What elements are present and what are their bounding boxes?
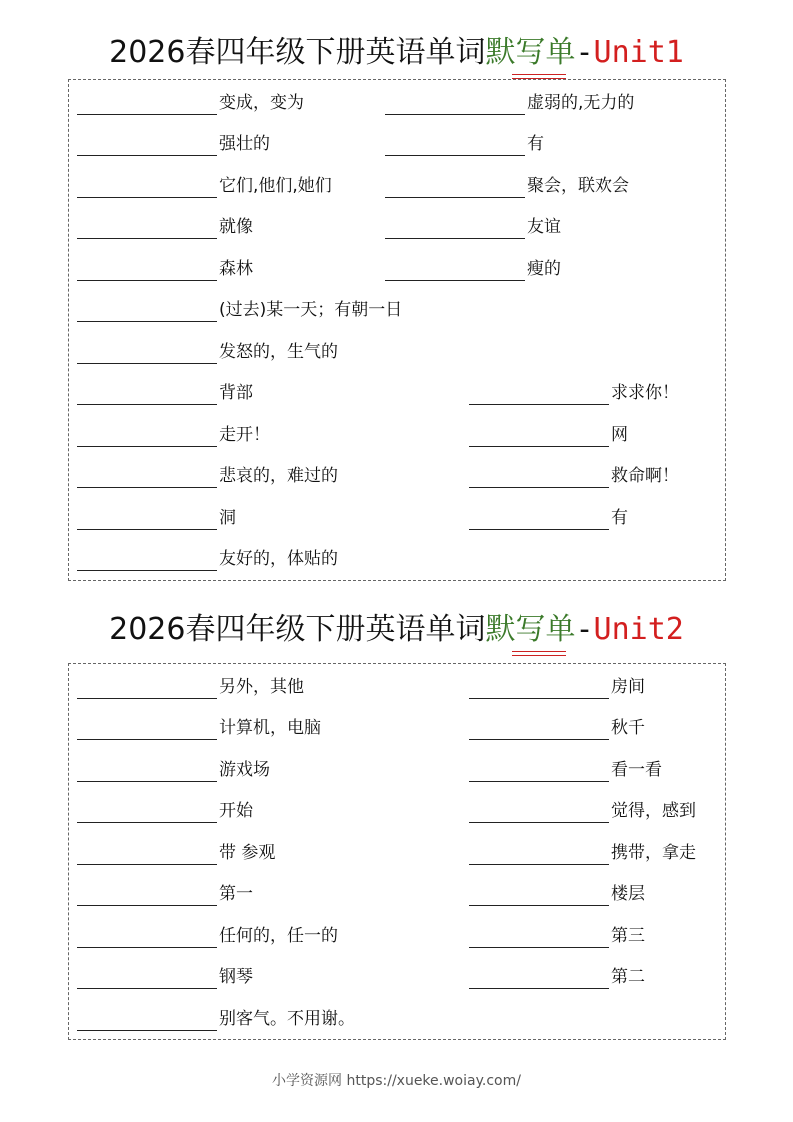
answer-blank[interactable]: [77, 467, 217, 488]
unit2-entry: 携带，拿走: [469, 841, 696, 865]
answer-blank[interactable]: [77, 1010, 217, 1031]
answer-blank[interactable]: [77, 135, 217, 156]
answer-blank[interactable]: [469, 802, 609, 823]
unit1-entry: 网: [469, 423, 628, 447]
unit2-title-main: 2026春四年级下册英语单词: [109, 612, 486, 647]
unit1-entry: 有: [385, 132, 544, 156]
answer-blank[interactable]: [469, 844, 609, 865]
answer-blank[interactable]: [77, 301, 217, 322]
answer-blank[interactable]: [77, 218, 217, 239]
unit2-entry: 开始: [77, 799, 253, 823]
answer-blank[interactable]: [469, 509, 609, 530]
unit2-entry: 游戏场: [77, 758, 270, 782]
answer-blank[interactable]: [469, 467, 609, 488]
unit2-title-highlight: 默写单: [485, 612, 575, 647]
unit1-title-dash: -: [575, 35, 594, 70]
answer-blank[interactable]: [77, 802, 217, 823]
answer-blank[interactable]: [77, 844, 217, 865]
unit1-title: [0, 33, 793, 73]
answer-blank[interactable]: [469, 761, 609, 782]
unit2-entry: 第二: [469, 965, 645, 989]
answer-blank[interactable]: [385, 218, 525, 239]
answer-blank[interactable]: [77, 550, 217, 571]
unit2-entry: 第三: [469, 924, 645, 948]
answer-blank[interactable]: [77, 885, 217, 906]
answer-blank[interactable]: [469, 968, 609, 989]
unit1-entry: 瘦的: [385, 257, 561, 281]
unit1-entry: 森林: [77, 257, 253, 281]
unit1-title-highlight: 默写单: [485, 35, 575, 70]
unit1-entry: 强壮的: [77, 132, 270, 156]
unit1-entry: 聚会，联欢会: [385, 174, 629, 198]
unit1-entry: 悲哀的，难过的: [77, 464, 338, 488]
unit1-entry: 友好的，体贴的: [77, 547, 338, 571]
unit1-entry: 发怒的，生气的: [77, 340, 338, 364]
unit2-entry: 钢琴: [77, 965, 253, 989]
answer-blank[interactable]: [469, 885, 609, 906]
unit2-entry: 任何的，任一的: [77, 924, 338, 948]
unit2-entry: 秋千: [469, 716, 645, 740]
answer-blank[interactable]: [469, 927, 609, 948]
answer-blank[interactable]: [77, 343, 217, 364]
unit2-entry: 觉得，感到: [469, 799, 696, 823]
answer-blank[interactable]: [77, 761, 217, 782]
answer-blank[interactable]: [385, 260, 525, 281]
unit1-title-unit: Unit1: [593, 35, 684, 70]
unit2-entry: 第一: [77, 882, 253, 906]
unit2-title: [0, 610, 793, 650]
unit1-entry: 虚弱的,无力的: [385, 91, 634, 115]
answer-blank[interactable]: [385, 94, 525, 115]
unit2-entry: 房间: [469, 675, 645, 699]
unit1-entry: 有: [469, 506, 628, 530]
answer-blank[interactable]: [77, 968, 217, 989]
unit2-word-box: [68, 663, 726, 1040]
unit2-title-dash: -: [575, 612, 594, 647]
answer-blank[interactable]: [77, 426, 217, 447]
unit2-entry: 带 参观: [77, 841, 275, 865]
unit1-entry: 它们,他们,她们: [77, 174, 332, 198]
unit2-entry: 看一看: [469, 758, 662, 782]
unit1-entry: 友谊: [385, 215, 561, 239]
unit1-entry: 求求你！: [469, 381, 679, 405]
answer-blank[interactable]: [77, 719, 217, 740]
footer-source: 小学资源网 https://xueke.woiay.com/: [272, 1073, 521, 1089]
answer-blank[interactable]: [77, 177, 217, 198]
unit1-entry: 洞: [77, 506, 236, 530]
unit2-entry: 另外，其他: [77, 675, 304, 699]
unit2-entry: 别客气。不用谢。: [77, 1007, 355, 1031]
answer-blank[interactable]: [469, 719, 609, 740]
answer-blank[interactable]: [77, 384, 217, 405]
unit1-word-box: [68, 79, 726, 581]
answer-blank[interactable]: [385, 177, 525, 198]
answer-blank[interactable]: [385, 135, 525, 156]
answer-blank[interactable]: [77, 260, 217, 281]
answer-blank[interactable]: [77, 927, 217, 948]
unit1-entry: 走开！: [77, 423, 270, 447]
unit1-entry: 救命啊！: [469, 464, 679, 488]
unit2-entry: 楼层: [469, 882, 645, 906]
unit1-entry: 就像: [77, 215, 253, 239]
unit1-entry: 变成，变为: [77, 91, 304, 115]
answer-blank[interactable]: [77, 509, 217, 530]
unit1-entry: 背部: [77, 381, 253, 405]
unit2-title-unit: Unit2: [593, 612, 684, 647]
unit2-entry: 计算机，电脑: [77, 716, 321, 740]
answer-blank[interactable]: [469, 426, 609, 447]
answer-blank[interactable]: [469, 678, 609, 699]
answer-blank[interactable]: [469, 384, 609, 405]
answer-blank[interactable]: [77, 678, 217, 699]
unit1-entry: (过去)某一天；有朝一日: [77, 298, 402, 322]
answer-blank[interactable]: [77, 94, 217, 115]
unit1-title-main: 2026春四年级下册英语单词: [109, 35, 486, 70]
